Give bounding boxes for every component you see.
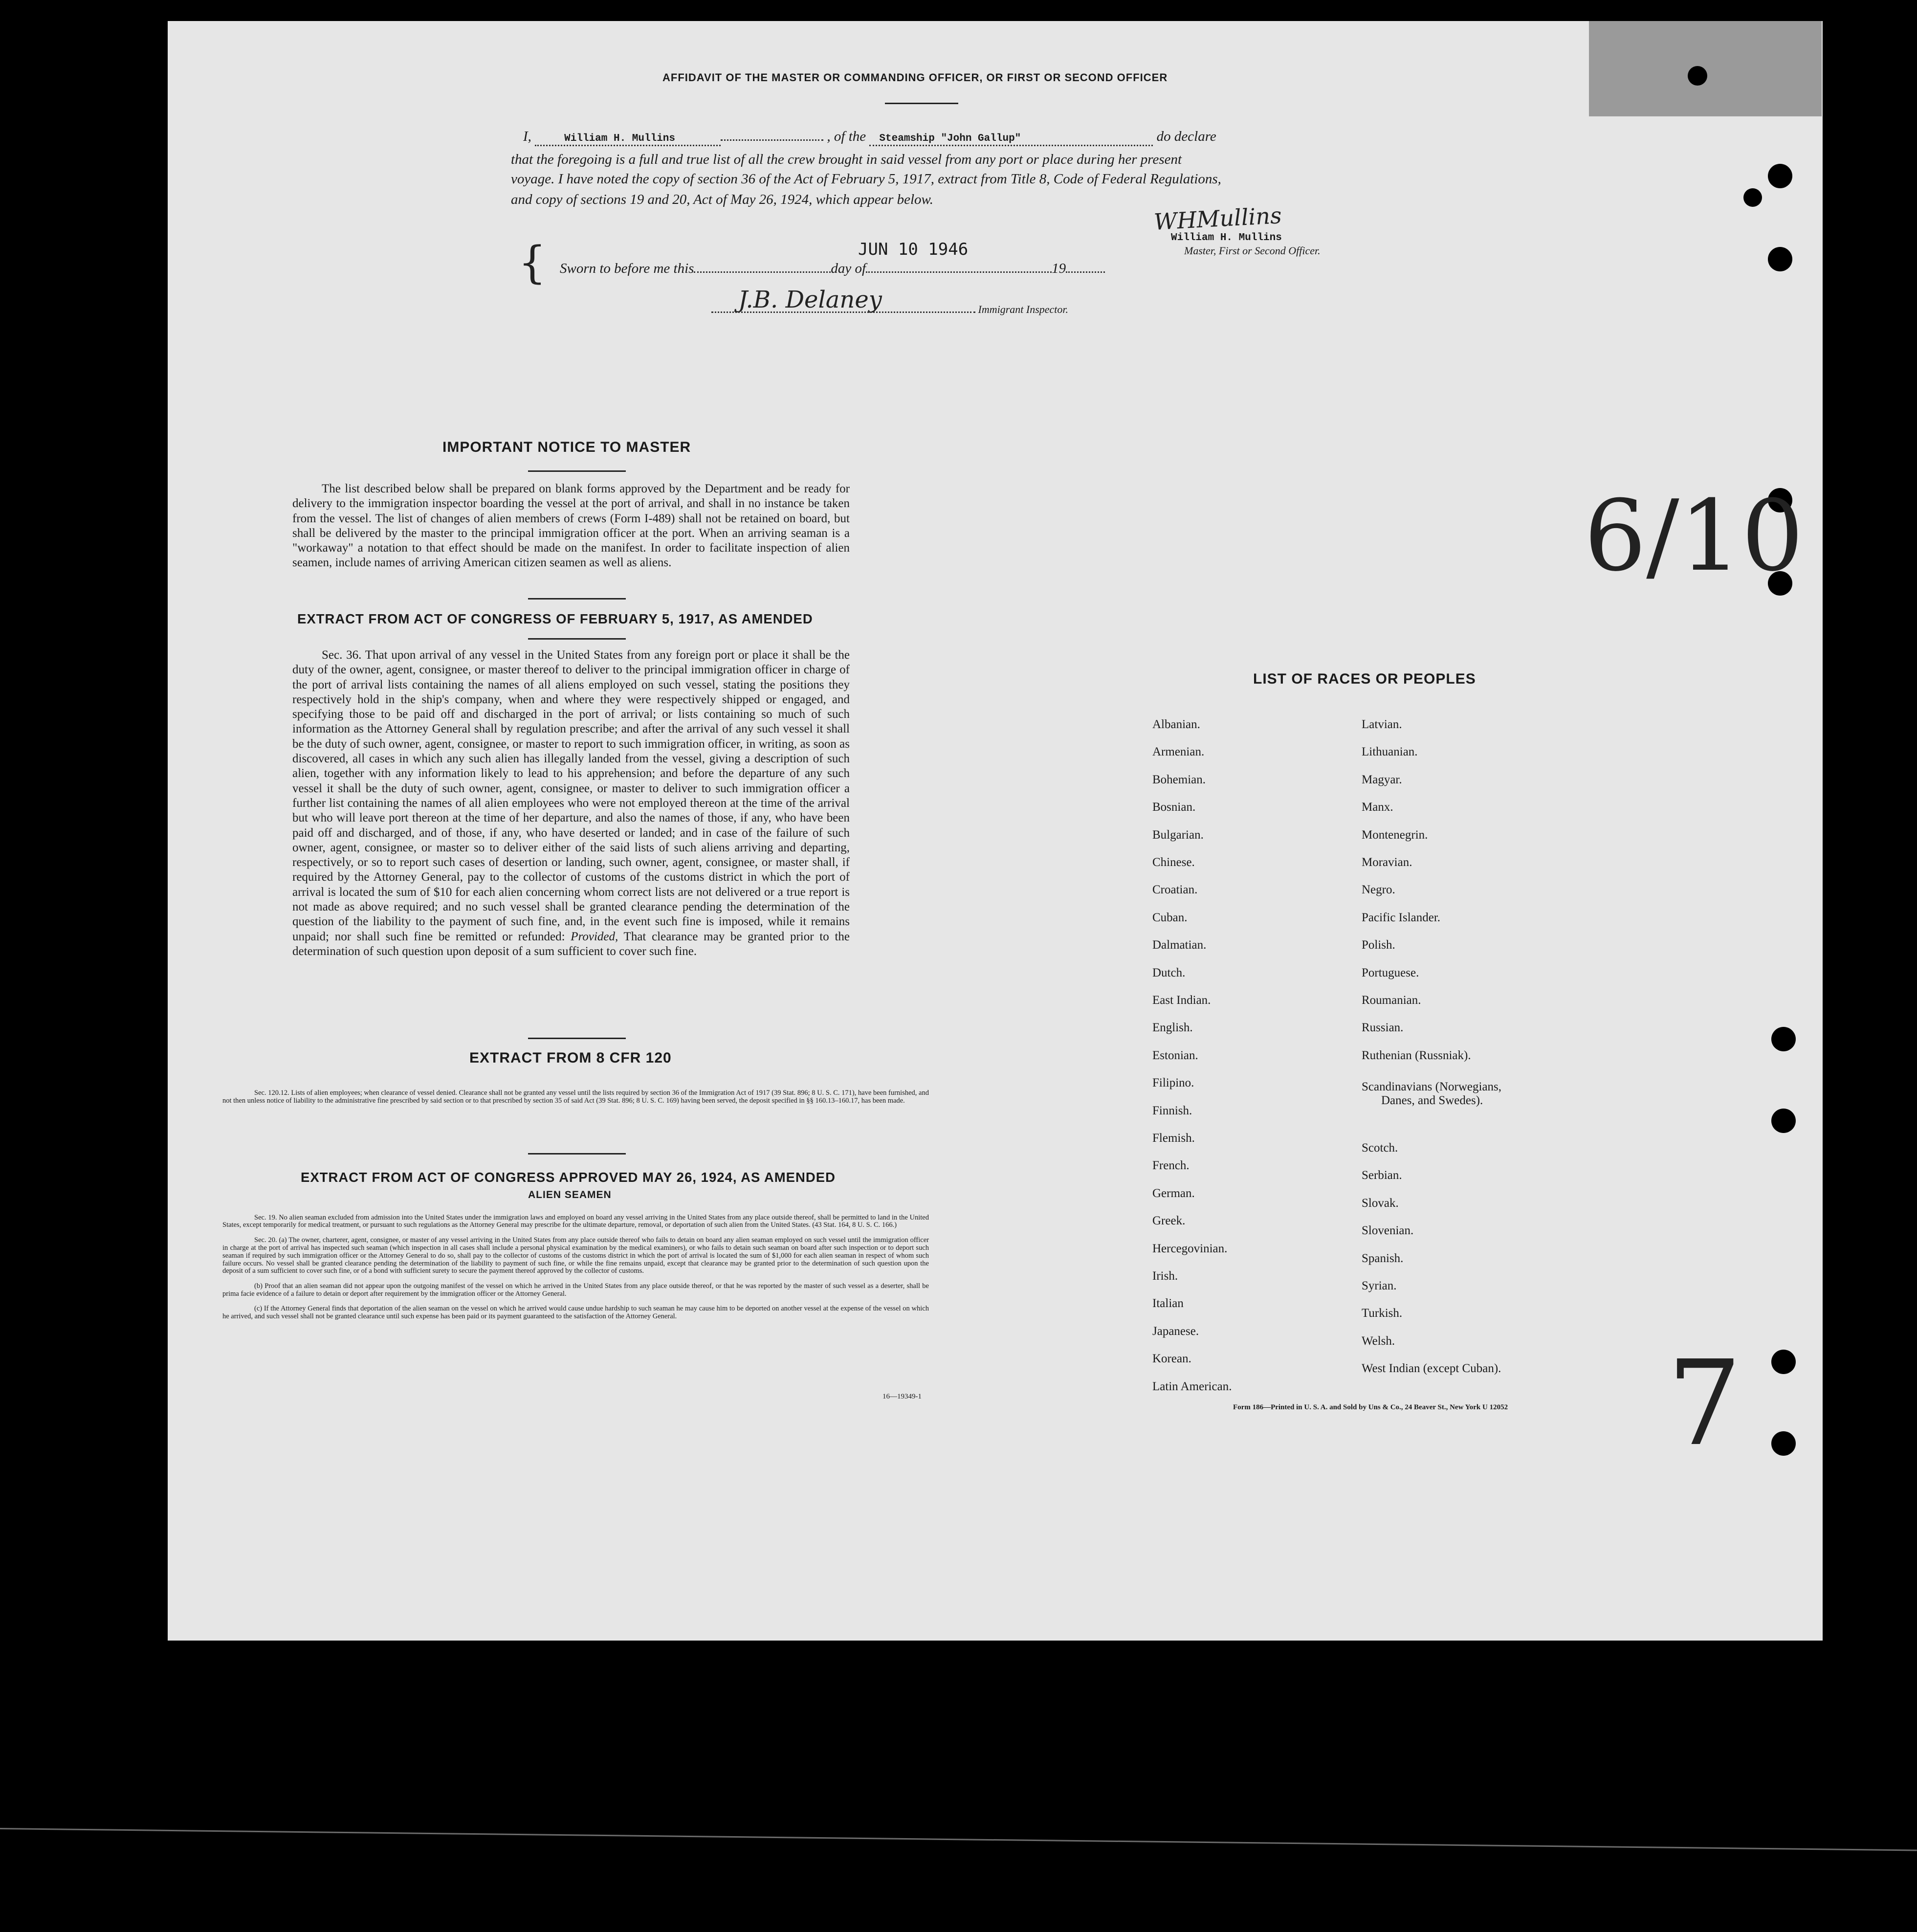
race-item: Slovak. bbox=[1362, 1196, 1399, 1210]
race-item: East Indian. bbox=[1152, 994, 1211, 1007]
race-item: Scotch. bbox=[1362, 1141, 1398, 1155]
form-footer: Form 186—Printed in U. S. A. and Sold by Uns & Co., 24 Beaver St., New York U 12052 bbox=[1233, 1403, 1508, 1411]
master-signature: WHMullins bbox=[1153, 202, 1282, 235]
section-rule bbox=[528, 1038, 626, 1039]
section-rule bbox=[528, 1153, 626, 1155]
race-item: Flemish. bbox=[1152, 1132, 1195, 1145]
race-item: Spanish. bbox=[1362, 1251, 1404, 1265]
race-item: Ruthenian (Russniak). bbox=[1362, 1048, 1471, 1062]
of-the-label: , of the bbox=[827, 129, 866, 144]
race-item: Turkish. bbox=[1362, 1307, 1403, 1320]
affidavit-line-3: voyage. I have noted the copy of section 36 of the Act of February 5, 1917, extract from Title 8, Code of Federal Regulations, bbox=[511, 171, 1221, 187]
races-title: LIST OF RACES OR PEOPLES bbox=[1253, 671, 1476, 687]
fill-dots bbox=[866, 271, 1052, 273]
affidavit-title: AFFIDAVIT OF THE MASTER OR COMMANDING OFFICER, OR FIRST OR SECOND OFFICER bbox=[662, 71, 1168, 84]
race-item: Manx. bbox=[1362, 800, 1393, 814]
handwritten-date-note: 6/10 bbox=[1584, 479, 1804, 593]
race-item: Russian. bbox=[1362, 1021, 1404, 1035]
race-item: Portuguese. bbox=[1362, 966, 1419, 979]
date-stamp: JUN 10 1946 bbox=[858, 240, 969, 259]
race-item: Japanese. bbox=[1152, 1324, 1199, 1338]
year-prefix: 19 bbox=[1052, 261, 1066, 276]
race-item: Moravian. bbox=[1362, 856, 1412, 869]
binder-hole bbox=[1771, 1027, 1796, 1051]
race-item: Italian bbox=[1152, 1297, 1184, 1310]
binder-hole bbox=[1768, 164, 1792, 188]
race-item: Chinese. bbox=[1152, 856, 1195, 869]
sec-36-text-end: That clearance may be granted prior to the determination of such question upon deposit of a sum sufficient to cover such fine. bbox=[292, 930, 850, 958]
race-item: Irish. bbox=[1152, 1269, 1178, 1283]
race-item: Albanian. bbox=[1152, 718, 1200, 731]
race-item: Bulgarian. bbox=[1152, 828, 1204, 842]
race-item: Scandinavians (Norwegians, bbox=[1362, 1080, 1502, 1094]
sworn-line bbox=[560, 261, 1105, 277]
typed-signature: William H. Mullins bbox=[1171, 232, 1282, 244]
race-item: West Indian (except Cuban). bbox=[1362, 1362, 1501, 1376]
i-label: I, bbox=[523, 129, 531, 144]
alien-seamen-subtitle: ALIEN SEAMEN bbox=[528, 1189, 612, 1200]
vessel-name: Steamship "John Gallup" bbox=[879, 133, 1021, 144]
sec-36-label: Sec. 36. bbox=[322, 648, 362, 662]
master-name: William H. Mullins bbox=[564, 133, 676, 144]
race-item: Greek. bbox=[1152, 1214, 1186, 1228]
race-item: Korean. bbox=[1152, 1352, 1191, 1366]
race-item: Bosnian. bbox=[1152, 800, 1196, 814]
section-rule bbox=[528, 598, 626, 600]
binder-hole bbox=[1743, 188, 1762, 207]
race-item: Estonian. bbox=[1152, 1048, 1198, 1062]
notice-title: IMPORTANT NOTICE TO MASTER bbox=[442, 439, 691, 455]
master-name-field bbox=[535, 129, 721, 146]
binder-hole bbox=[1771, 1109, 1796, 1133]
race-item: Syrian. bbox=[1362, 1279, 1397, 1292]
race-item: Cuban. bbox=[1152, 910, 1188, 924]
race-item: Latvian. bbox=[1362, 718, 1402, 731]
fill-dots bbox=[694, 271, 831, 273]
sworn-label: Sworn to before me this bbox=[560, 261, 694, 276]
bracket-mark: { bbox=[518, 237, 547, 289]
binder-hole bbox=[1688, 66, 1707, 86]
extract-cfr-body: Sec. 120.12. Lists of alien employees; when clearance of vessel denied. Clearance shall not be granted any vessel until the lists required by section 36 of the Immigration Act of 1917 (39 Stat. 896; 8 U. S. C. 171), have been furnished, and not then unless notice of liability to the administrative fine prescribed by said section or to that prescribed by section 35 of said Act (39 Stat. 896; 8 U. S. C. 169) having been served, the deposit specified in §§ 160.13–160.17, has been made. bbox=[222, 1089, 929, 1105]
race-item: Pacific Islander. bbox=[1362, 910, 1441, 924]
race-item: Danes, and Swedes). bbox=[1381, 1094, 1483, 1108]
vessel-field bbox=[869, 129, 1153, 146]
race-item: Dutch. bbox=[1152, 966, 1186, 979]
race-item: Montenegrin. bbox=[1362, 828, 1428, 842]
race-item: Slovenian. bbox=[1362, 1224, 1414, 1238]
notice-body: The list described below shall be prepared on blank forms approved by the Department and be ready for delivery to the immigration inspector boarding the vessel at the port of arrival, and shall in no instance be taken from the vessel. The list of changes of alien members of crews (Form I-489) shall not be retained on board, but shall be delivered by the master to the principal immigration officer at the port. When an arriving seaman is a "workaway" a notation to that effect should be made on the manifest. In order to facilitate inspection of alien seamen, include names of arriving American citizen seamen as well as aliens. bbox=[292, 482, 850, 570]
notice-rule bbox=[528, 470, 626, 472]
extract-1917-body bbox=[292, 648, 850, 959]
sec-20b: (b) Proof that an alien seaman did not appear upon the outgoing manifest of the vessel on which he arrived in the United States from any place outside thereof, or that he was reported by the master of such vessel as a deserter, shall be prima facie evidence of a failure to detain or deport after requirement by the immigration officer or the Attorney General. bbox=[222, 1282, 929, 1298]
race-item: French. bbox=[1152, 1159, 1190, 1173]
race-item: Filipino. bbox=[1152, 1076, 1194, 1090]
sec-20c: (c) If the Attorney General finds that deportation of the alien seaman on the vessel on which he arrived would cause undue hardship to such seaman he may cause him to be deported on another vessel at the expense of the vessel on which he arrived, and such vessel shall not be granted clearance until such expense has been paid or its payment guaranteed to the satisfaction of the Attorney General. bbox=[222, 1305, 929, 1321]
sec-36-text: That upon arrival of any vessel in the United States from any foreign port or place it shall be the duty of the owner, agent, consignee, or master thereof to deliver to the principal immigration officer in charge of the port of arrival lists containing the names of all aliens employed on such vessel, stating the positions they respectively hold in the ship's company, when and where they were respectively shipped or engaged, and specifying those to be paid off and discharged in the port of arrival; or lists containing so much of such information as the Attorney General shall by regulation prescribe; and after the arrival of any such vessel it shall be the duty of such owner, agent, consignee, or master to report to such immigration officer, in writing, as soon as discovered, all cases in which any such alien has illegally landed from the vessel, giving a description of such alien, together with any information likely to lead to his apprehension; and before the departure of any such vessel it shall be the duty of such owner, agent, consignee, or master to deliver to such immigration officer a further list containing the names of all alien employees who were not employed thereon at the time of the arrival but who will leave port thereon at the time of her departure, and also the names of those, if any, who have been paid off and discharged, and of those, if any, who have deserted or landed; and in case of the failure of such owner, agent, consignee, or master so to deliver either of the said lists of such aliens arriving and departing, respectively, or so to report such cases of desertion or landing, such owner, agent, consignee, or master shall, if required by the Attorney General, pay to the collector of customs of the customs district in which the port of arrival is located the sum of $10 for each alien concerning whom correct lists are not delivered or a true report is not made as above required; and no such vessel shall be granted clearance pending the determination of the question of the liability to the payment of such fine, and, in the event such fine is imposed, while it remains unpaid; nor shall such fine be remitted or refunded: bbox=[292, 648, 850, 943]
binder-hole bbox=[1771, 1431, 1796, 1456]
sec-19: Sec. 19. No alien seaman excluded from admission into the United States under the immigration laws and employed on board any vessel arriving in the United States from any place outside thereof, shall be permitted to land in the United States, except temporarily for medical treatment, or pursuant to such regulations as the Attorney General may prescribe for the ultimate departure, removal, or deportation of such alien from the United States. (43 Stat. 164, 8 U. S. C. 166.) bbox=[222, 1213, 929, 1229]
master-title: Master, First or Second Officer. bbox=[1184, 244, 1321, 257]
extract-cfr-title: EXTRACT FROM 8 CFR 120 bbox=[469, 1050, 672, 1066]
race-item: Bohemian. bbox=[1152, 773, 1206, 786]
inspector-label: Immigrant Inspector. bbox=[978, 303, 1069, 315]
race-item: English. bbox=[1152, 1021, 1193, 1035]
inspector-signature: J.B. Delaney bbox=[738, 286, 882, 313]
binder-hole bbox=[1768, 247, 1792, 271]
race-item: Latin American. bbox=[1152, 1379, 1232, 1393]
fill-dots bbox=[721, 139, 823, 141]
binder-hole bbox=[1771, 1350, 1796, 1374]
race-item: Croatian. bbox=[1152, 883, 1198, 897]
race-item: Welsh. bbox=[1362, 1334, 1395, 1348]
provided-label: Provided, bbox=[571, 930, 618, 943]
affidavit-line-2: that the foregoing is a full and true list of all the crew brought in said vessel from any port or place during her present bbox=[511, 152, 1182, 167]
race-item: Armenian. bbox=[1152, 745, 1205, 759]
fill-dots bbox=[711, 311, 975, 313]
sec-20a: Sec. 20. (a) The owner, charterer, agent, consignee, or master of any vessel arriving in the United States from any place outside thereof who fails to detain on board any alien seaman employed on such vessel until the immigration officer in charge at the port of arrival has inspected such seaman (which inspection in all cases shall include a personal physical examination by the medical examiners), or who fails to detain such seaman on board after such inspection or to deport such seaman if required by such immigration officer or the Attorney General to do so, shall pay to the collector of customs of the customs district in which the port of arrival is located the sum of $1,000 for each alien seaman in respect of whom such failure occurs. No vessel shall be granted clearance pending the determination of the liability to payment of such fine, or while the fine remains unpaid, except that clearance may be granted prior to the determination of such question upon the deposit of a sum sufficient to cover such fine, or of a bond with sufficient surety to secure the payment thereof approved by the collector of customs. bbox=[222, 1236, 929, 1275]
day-of-label: day of bbox=[831, 261, 866, 276]
handwritten-mark: 7 bbox=[1667, 1335, 1742, 1472]
race-item: Dalmatian. bbox=[1152, 938, 1207, 952]
do-declare-label: do declare bbox=[1156, 129, 1216, 144]
race-item: Lithuanian. bbox=[1362, 745, 1418, 759]
race-item: Serbian. bbox=[1362, 1169, 1402, 1182]
page-corner-stub bbox=[1589, 21, 1822, 116]
affidavit-line-4: and copy of sections 19 and 20, Act of May 26, 1924, which appear below. bbox=[511, 192, 933, 207]
affidavit-line-1 bbox=[523, 129, 1216, 146]
race-item: Hercegovinian. bbox=[1152, 1242, 1228, 1255]
race-item: German. bbox=[1152, 1186, 1195, 1200]
race-item: Finnish. bbox=[1152, 1104, 1192, 1117]
race-item: Magyar. bbox=[1362, 773, 1402, 786]
fill-dots bbox=[1066, 271, 1105, 273]
extract-1917-title: EXTRACT FROM ACT OF CONGRESS OF FEBRUARY 5, 1917, AS AMENDED bbox=[297, 611, 813, 626]
race-item: Roumanian. bbox=[1362, 994, 1421, 1007]
race-item: Polish. bbox=[1362, 938, 1395, 952]
title-rule bbox=[885, 103, 958, 104]
section-rule bbox=[528, 638, 626, 640]
extract-1924-title: EXTRACT FROM ACT OF CONGRESS APPROVED MAY 26, 1924, AS AMENDED bbox=[301, 1170, 836, 1185]
race-item: Negro. bbox=[1362, 883, 1395, 897]
inspector-line bbox=[711, 303, 1068, 316]
extract-1924-body bbox=[222, 1207, 929, 1328]
print-code: 16—19349-1 bbox=[882, 1393, 922, 1400]
scan-edge-line bbox=[0, 1828, 1917, 1851]
